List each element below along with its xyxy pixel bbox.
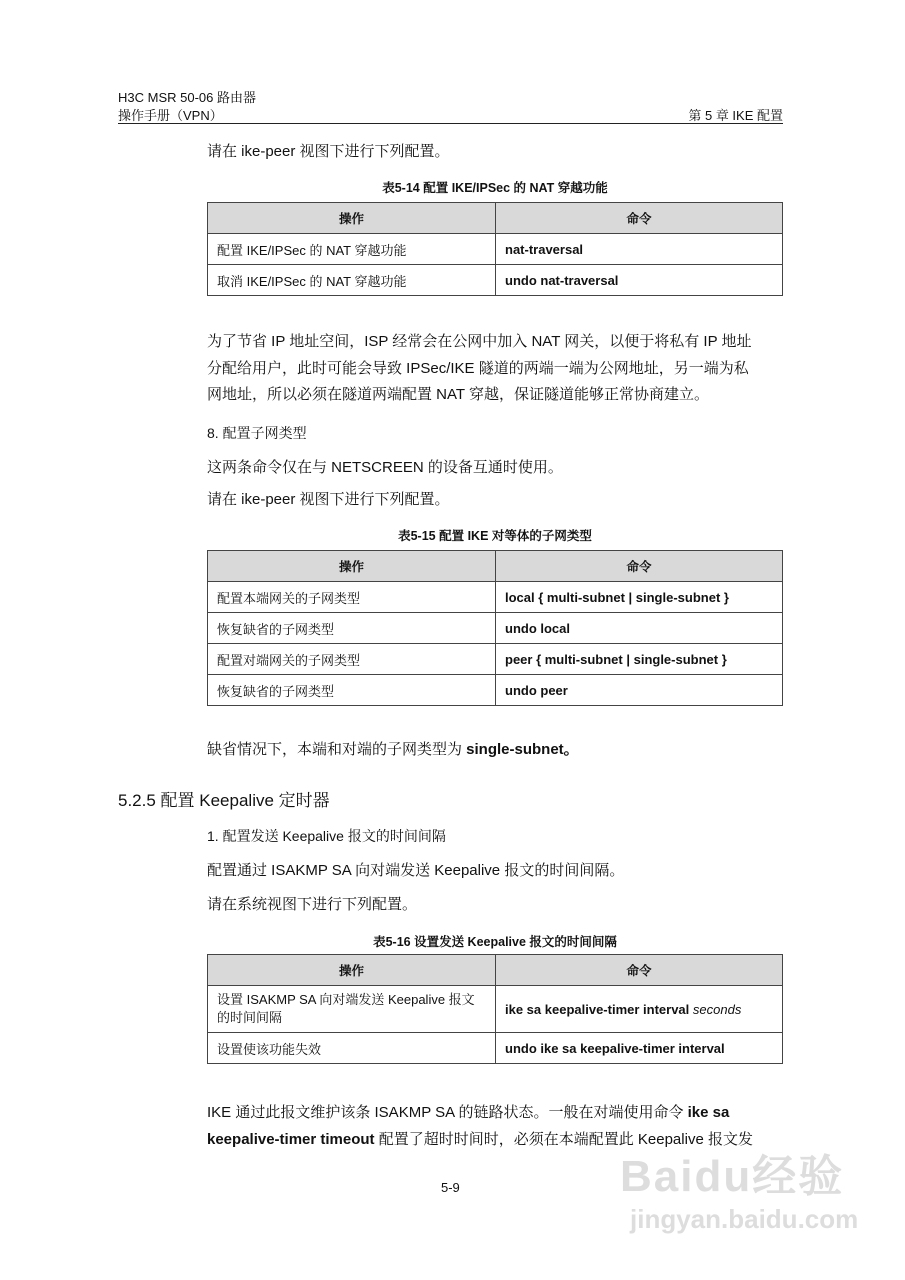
bold-text: keepalive-timer timeout (207, 1131, 375, 1148)
cell: nat-traversal (496, 234, 783, 265)
table-row (208, 644, 783, 675)
cell: undo ike sa keepalive-timer interval (496, 1033, 783, 1064)
cell: 配置本端网关的子网类型 (208, 582, 496, 613)
table-caption: 表5-14 配置 IKE/IPSec 的 NAT 穿越功能 (382, 181, 608, 195)
section-heading: 8. 配置子网类型 (207, 425, 307, 441)
paragraph (207, 1101, 783, 1122)
table-caption: 表5-15 配置 IKE 对等体的子网类型 (398, 529, 592, 543)
table-row (208, 986, 783, 1033)
cell (496, 986, 783, 1033)
text: 缺省情况下，本端和对端的子网类型为 (207, 741, 467, 758)
paragraph: 这两条命令仅在与 NETSCREEN 的设备互通时使用。 (207, 459, 563, 476)
col-header: 命令 (496, 551, 783, 582)
col-header: 命令 (496, 203, 783, 234)
paragraph: 网地址，所以必须在隧道两端配置 NAT 穿越，保证隧道能够正常协商建立。 (207, 386, 709, 403)
table-row (208, 613, 783, 644)
paragraph (207, 738, 579, 759)
bold-text: ike sa (687, 1104, 730, 1121)
command: ike sa keepalive-timer interval (505, 1001, 690, 1017)
col-header: 命令 (496, 955, 783, 986)
cell: undo local (496, 613, 783, 644)
table-row (208, 265, 783, 296)
cell: 恢复缺省的子网类型 (208, 675, 496, 706)
bold-text: single-subnet。 (466, 741, 579, 758)
cell: undo nat-traversal (496, 265, 783, 296)
paragraph: 为了节省 IP 地址空间，ISP 经常会在公网中加入 NAT 网关，以便于将私有 IP 地址 (207, 333, 752, 350)
header-chapter: 第 5 章 IKE 配置 (688, 108, 783, 123)
cell: local { multi-subnet | single-subnet } (496, 582, 783, 613)
col-header: 操作 (208, 955, 496, 986)
paragraph: 请在 ike-peer 视图下进行下列配置。 (207, 143, 450, 160)
header-product: H3C MSR 50-06 路由器 (118, 90, 256, 105)
text: 配置了超时时间时，必须在本端配置此 Keepalive 报文发 (374, 1131, 753, 1148)
cell: peer { multi-subnet | single-subnet } (496, 644, 783, 675)
table-row (208, 234, 783, 265)
table-5-15 (207, 550, 783, 706)
cell: 取消 IKE/IPSec 的 NAT 穿越功能 (208, 265, 496, 296)
table-row (208, 675, 783, 706)
argument: seconds (692, 1001, 742, 1017)
table-5-16 (207, 954, 783, 1064)
text: IKE 通过此报文维护该条 ISAKMP SA 的链路状态。一般在对端使用命令 (207, 1104, 688, 1121)
section-heading: 1. 配置发送 Keepalive 报文的时间间隔 (207, 828, 446, 844)
col-header: 操作 (208, 203, 496, 234)
table-5-14 (207, 202, 783, 296)
header-manual: 操作手册（VPN） (118, 108, 223, 123)
baidu-watermark (620, 1140, 858, 1235)
cell: 配置 IKE/IPSec 的 NAT 穿越功能 (208, 234, 496, 265)
header-rule (118, 123, 783, 124)
section-heading-5-2-5: 5.2.5 配置 Keepalive 定时器 (118, 791, 330, 810)
col-header: 操作 (208, 551, 496, 582)
paragraph: 请在 ike-peer 视图下进行下列配置。 (207, 491, 450, 508)
cell: undo peer (496, 675, 783, 706)
cell: 配置对端网关的子网类型 (208, 644, 496, 675)
table-row (208, 1033, 783, 1064)
watermark-logo: Baidu经验 (620, 1152, 845, 1201)
watermark-url: jingyan.baidu.com (630, 1204, 859, 1234)
paragraph: 配置通过 ISAKMP SA 向对端发送 Keepalive 报文的时间间隔。 (207, 862, 625, 879)
table-row (208, 582, 783, 613)
cell: 恢复缺省的子网类型 (208, 613, 496, 644)
cell: 设置使该功能失效 (208, 1033, 496, 1064)
table-caption: 表5-16 设置发送 Keepalive 报文的时间间隔 (373, 935, 617, 949)
page-number: 5-9 (441, 1180, 460, 1195)
paragraph: 请在系统视图下进行下列配置。 (207, 896, 418, 913)
paragraph: 分配给用户，此时可能会导致 IPSec/IKE 隧道的两端一端为公网地址，另一端为私 (207, 360, 749, 377)
cell: 设置 ISAKMP SA 向对端发送 Keepalive 报文的时间间隔 (208, 986, 496, 1033)
